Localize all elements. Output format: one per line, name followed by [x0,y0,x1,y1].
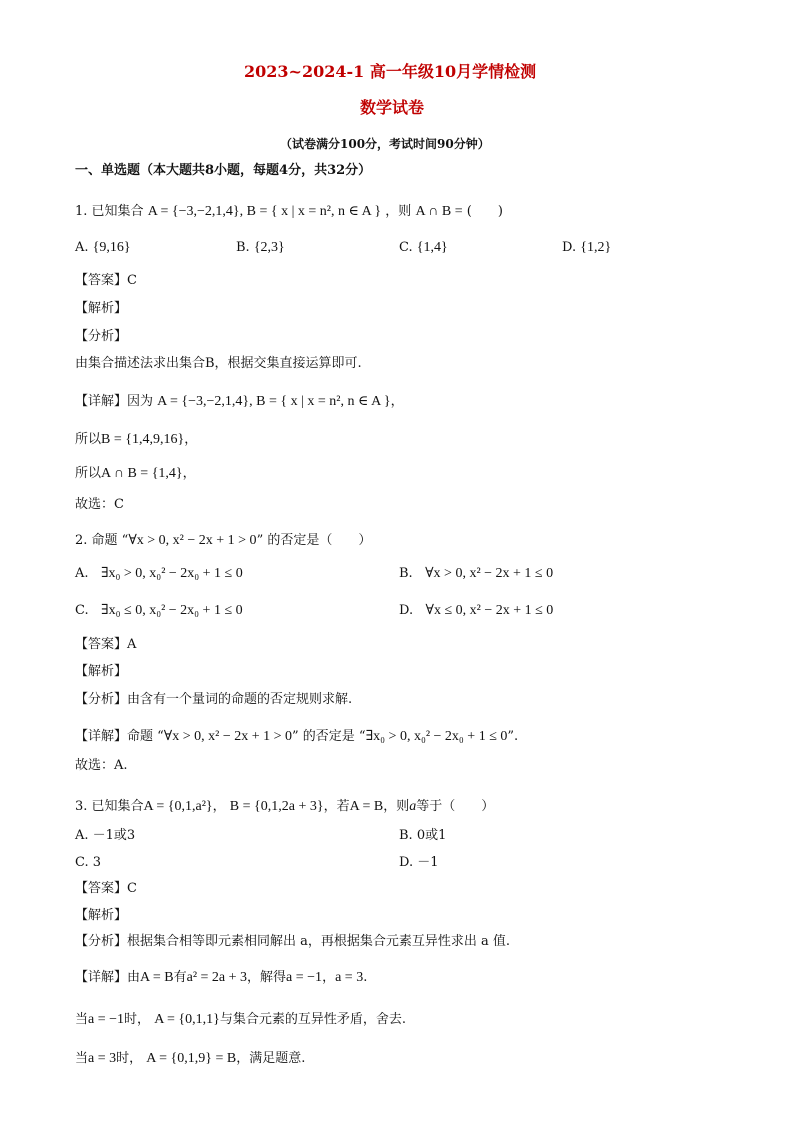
q2-detail: 【详解】命题 “∀x > 0, x² − 2x + 1 > 0” 的否定是 “∃x₀ > 0, x₀² − 2x₀ + 1 ≤ 0”. [75,729,519,744]
q3-option-b: B. 0或1 [399,828,447,843]
q1-answer: 【答案】C [75,273,137,288]
q2-analysis-label: 【解析】 [75,664,128,679]
q2-option-b: B. ∀x > 0, x² − 2x + 1 ≤ 0 [399,566,554,581]
q3-option-a: A. －1或3 [75,828,136,843]
q2-option-a: A. ∃x₀ > 0, x₀² − 2x₀ + 1 ≤ 0 [75,566,243,581]
q1-fenxi-label: 【分析】 [75,329,128,344]
q3-case-1: 当a = −1时， A = {0,1,1}与集合元素的互异性矛盾，舍去. [75,1012,407,1027]
q2-option-d: D. ∀x ≤ 0, x² − 2x + 1 ≤ 0 [399,603,554,618]
q3-fenxi: 【分析】根据集合相等即元素相同解出 a，再根据集合元素互异性求出 a 值. [75,934,511,949]
q3-detail: 【详解】由A = B有a² = 2a + 3，解得a = −1，a = 3. [75,970,368,985]
q2-answer: 【答案】A [75,637,137,652]
q1-option-c: C. {1,4} [399,240,448,255]
q2-option-c: C. ∃x₀ ≤ 0, x₀² − 2x₀ + 1 ≤ 0 [75,603,243,618]
section-heading: 一、单选题（本大题共8小题，每题4分，共32分） [75,163,372,178]
q3-analysis-label: 【解析】 [75,908,128,923]
q2-fenxi: 【分析】由含有一个量词的命题的否定规则求解. [75,692,353,707]
q1-analysis-label: 【解析】 [75,301,128,316]
q1-step-2: 所以A ∩ B = {1,4}， [75,466,196,481]
q3-stem: 3. 已知集合A = {0,1,a²}， B = {0,1,2a + 3}，若A = B，则a等于（ ） [75,799,495,814]
q2-choice: 故选：A. [75,758,128,773]
q3-option-d: D. －1 [399,855,439,870]
q1-detail: 【详解】因为 A = {−3,−2,1,4}, B = { x | x = n², n ∈ A }， [75,394,404,409]
q1-math: A = {−3,−2,1,4}, B = { x | x = n², n ∈ A } [147,204,382,219]
q1-option-b: B. {2,3} [236,240,285,255]
q3-case-2: 当a = 3时， A = {0,1,9} = B，满足题意. [75,1051,306,1066]
exam-note: （试卷满分100分，考试时间90分钟） [280,137,490,151]
q1-stem: 1. 已知集合 A = {−3,−2,1,4}, B = { x | x = n², n ∈ A } ，则 A ∩ B = ( ) [75,204,503,219]
q1-option-d: D. {1,2} [562,240,612,255]
q3-option-c: C. 3 [75,855,102,870]
q1-option-a: A. {9,16} [75,240,131,255]
page-title: 2023~2024-1 高一年级10月学情检测 [244,62,537,81]
q3-answer: 【答案】C [75,881,137,896]
q1-choice: 故选：C [75,497,124,512]
page-subtitle: 数学试卷 [360,98,425,117]
q1-fenxi-text: 由集合描述法求出集合B，根据交集直接运算即可. [75,356,362,371]
q2-stem: 2. 命题 “∀x > 0, x² − 2x + 1 > 0” 的否定是（ ） [75,533,372,548]
q1-step-1: 所以B = {1,4,9,16}， [75,432,198,447]
